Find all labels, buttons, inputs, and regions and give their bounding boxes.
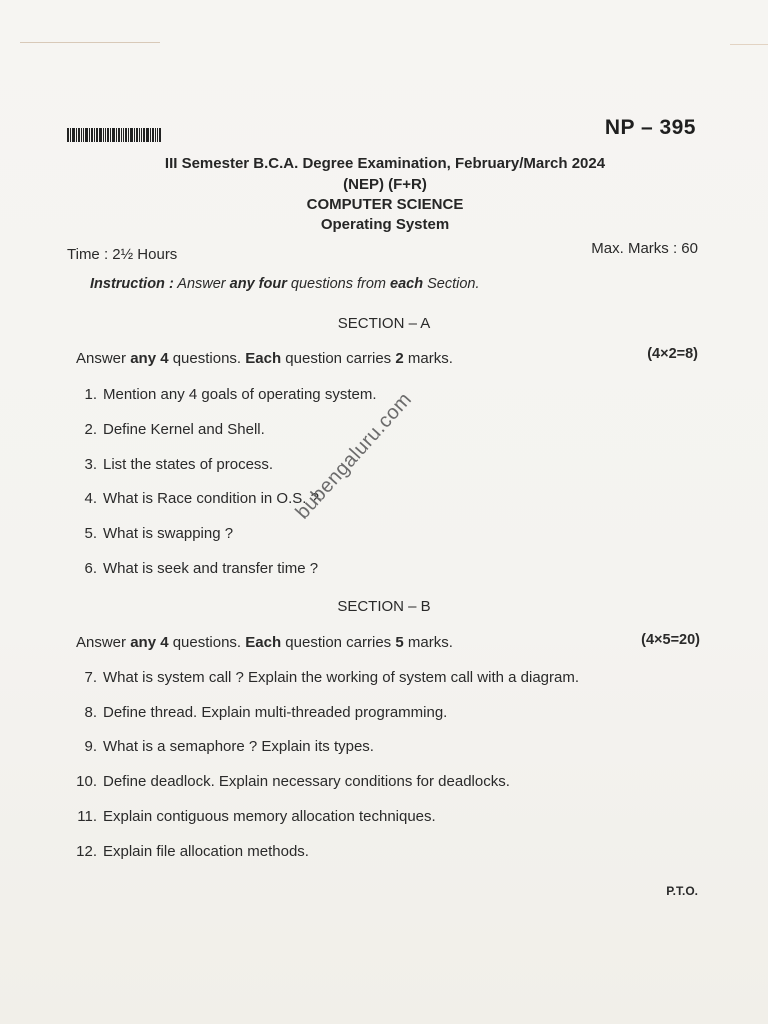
answer-text: marks. — [403, 350, 453, 367]
question-number: 8. — [84, 704, 97, 721]
question — [75, 704, 447, 721]
question — [75, 669, 579, 686]
instruction-label: Instruction : — [90, 276, 174, 292]
question-text: Define thread. Explain multi-threaded programming. — [103, 704, 448, 721]
question-number: 4. — [84, 490, 97, 507]
instruction-text: Answer — [173, 276, 230, 292]
instruction-emphasis: any four — [229, 276, 287, 292]
question-text: What is Race condition in O.S. ? — [103, 490, 319, 507]
barcode-icon — [67, 128, 161, 142]
question-number: 2. — [84, 421, 97, 438]
question — [75, 421, 265, 438]
question-text: Explain file allocation methods. — [103, 843, 309, 860]
exam-scheme: (NEP) (F+R) — [343, 176, 427, 193]
exam-duration: Time : 2½ Hours — [67, 246, 178, 263]
question — [75, 738, 374, 755]
question-number: 1. — [84, 386, 97, 403]
question-number: 6. — [84, 560, 97, 577]
answer-emphasis: 5 — [395, 634, 404, 651]
answer-text: question carries — [281, 634, 396, 651]
question — [70, 773, 510, 790]
paper-fold-mark — [730, 44, 768, 45]
section-a-marks: (4×2=8) — [647, 346, 698, 362]
answer-text: questions. — [168, 634, 246, 651]
pto-label: P.T.O. — [666, 884, 698, 898]
question-number: 11. — [77, 808, 97, 825]
question — [75, 490, 319, 507]
question-text: What is swapping ? — [103, 525, 234, 542]
question-text: Mention any 4 goals of operating system. — [103, 386, 377, 403]
question-text: Define deadlock. Explain necessary conditions for deadlocks. — [103, 773, 510, 790]
section-b-title: SECTION – B — [337, 598, 431, 615]
answer-emphasis: Each — [245, 350, 282, 367]
instruction-emphasis: each — [390, 276, 424, 292]
question — [70, 843, 309, 860]
section-b-instruction — [76, 634, 453, 651]
question-number: 12. — [76, 843, 97, 860]
answer-emphasis: Each — [245, 634, 282, 651]
subject-title: COMPUTER SCIENCE — [306, 196, 464, 213]
question-text: List the states of process. — [103, 456, 274, 473]
question-number: 7. — [84, 669, 97, 686]
question-number: 9. — [84, 738, 97, 755]
instruction-text: questions from — [286, 276, 391, 292]
max-marks: Max. Marks : 60 — [591, 240, 698, 257]
question — [70, 808, 436, 825]
answer-emphasis: 2 — [395, 350, 404, 367]
question-text: Explain contiguous memory allocation techniques. — [103, 808, 436, 825]
answer-text: questions. — [168, 350, 246, 367]
question — [75, 386, 377, 403]
question-text: Define Kernel and Shell. — [103, 421, 265, 438]
answer-text: question carries — [281, 350, 396, 367]
question-number: 3. — [84, 456, 97, 473]
answer-emphasis: any 4 — [130, 634, 169, 651]
section-a-title: SECTION – A — [337, 315, 431, 332]
paper-code: NP – 395 — [604, 116, 696, 139]
question — [75, 456, 273, 473]
question-number: 5. — [84, 525, 97, 542]
question-number: 10. — [76, 773, 97, 790]
instruction — [90, 276, 480, 292]
paper-fold-mark — [20, 42, 160, 43]
instruction-text: Section. — [423, 276, 480, 292]
section-a-instruction — [76, 350, 453, 367]
question-text: What is a semaphore ? Explain its types. — [103, 738, 374, 755]
answer-text: Answer — [76, 634, 131, 651]
question — [75, 525, 233, 542]
exam-title: III Semester B.C.A. Degree Examination, February/March 2024 — [164, 155, 606, 172]
watermark: bubengaluru.com — [291, 388, 417, 524]
answer-emphasis: any 4 — [130, 350, 169, 367]
answer-text: Answer — [76, 350, 131, 367]
section-b-marks: (4×5=20) — [641, 632, 700, 648]
paper-title: Operating System — [320, 216, 450, 233]
answer-text: marks. — [403, 634, 453, 651]
question — [75, 560, 318, 577]
question-text: What is seek and transfer time ? — [103, 560, 319, 577]
question-text: What is system call ? Explain the working of system call with a diagram. — [103, 669, 580, 686]
